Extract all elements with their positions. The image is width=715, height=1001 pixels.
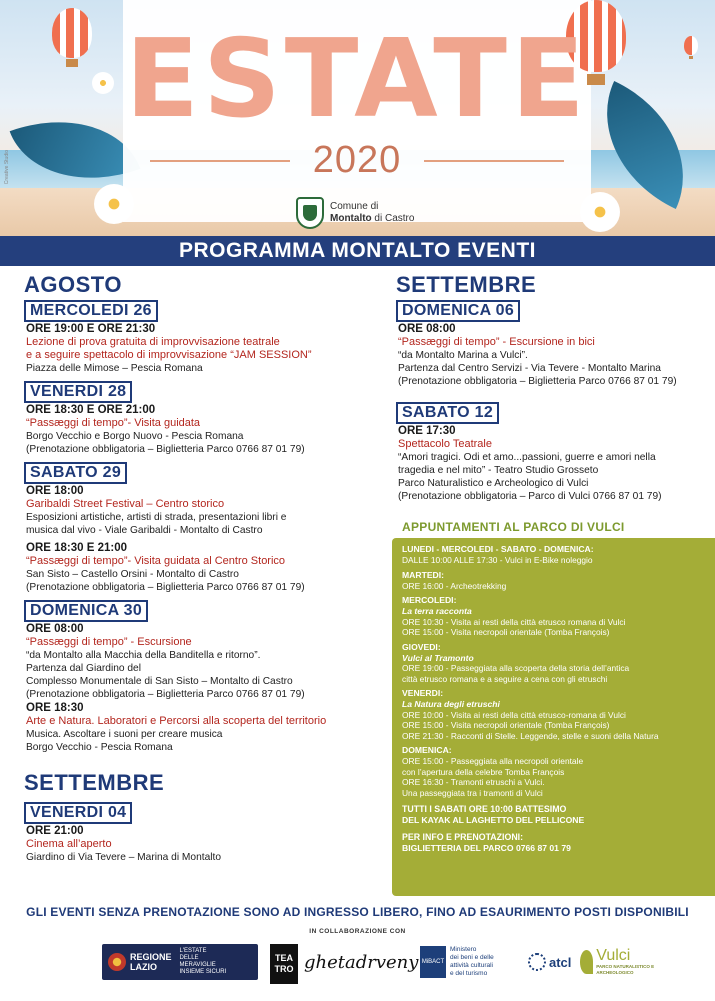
event-sabato-12: ORE 17:30 Spettacolo Teatrale “Amori tragici. Odi et amo...passioni, guerre e amori nella tragedia e nel mito” - Teatro Studio Grosseto Parco Naturalistico e Archeologico di Vulci (Prenotazione obbligatoria – Parco di Vulci 0766 87 01 79)	[398, 425, 662, 502]
vulci-park-logo: Vulci PARCO NATURALISTICO E ARCHEOLOGICO	[580, 944, 660, 980]
event-domenica-30: ORE 08:00 “Passæggi di tempo” - Escursione “da Montalto alla Macchia della Banditella e ritorno”. Partenza dal Giardino del Complesso Monumentale di San Sisto – Montalto di Castro (Prenotazione obbligatoria – Biglietteria Parco 0766 87 01 79) ORE 18:30 Arte e Natura. Laboratori e Percorsi alla scoperta del territorio Musica. Ascoltare i suoni per creare musica Borgo Vecchio - Pescia Romana	[26, 623, 327, 753]
flower-top-icon	[92, 72, 114, 94]
regione-lazio-logo: REGIONE LAZIO L'ESTATE DELLE MERAVIGLIE INSIEME SICURI	[102, 944, 258, 980]
balloon-left-icon	[52, 8, 92, 70]
event-venerdi-28: ORE 18:30 E ORE 21:00 “Passæggi di tempo”- Visita guidata Borgo Vecchio e Borgo Nuovo - Pescia Romana (Prenotazione obbligatoria – Biglietteria Parco 0766 87 01 79)	[26, 404, 305, 455]
month-settembre-left: SETTEMBRE	[24, 770, 165, 795]
event-domenica-06: ORE 08:00 “Passæggi di tempo” - Escursione in bici “da Montalto Marina a Vulci”. Partenza dal Centro Servizi - Via Tevere - Montalto Marina (Prenotazione obbligatoria – Biglietteria Parco 0766 87 01 79)	[398, 323, 677, 387]
year-line-right	[424, 160, 564, 162]
mibact-logo: MiBACT Ministero dei beni e delle attività culturali e del turismo	[421, 946, 494, 977]
day-sabato-29: SABATO 29	[24, 462, 127, 484]
event-venerdi-04: ORE 21:00 Cinema all’aperto Giardino di Via Tevere – Marina di Montalto	[26, 825, 221, 863]
crest-icon	[296, 197, 324, 229]
signature-logo: ghetadrveny	[304, 951, 419, 973]
day-domenica-30: DOMENICA 30	[24, 600, 148, 622]
comune-text: Comune di Montalto di Castro	[330, 201, 415, 224]
month-agosto: AGOSTO	[24, 272, 122, 297]
right-column	[396, 272, 715, 503]
vulci-panel: LUNEDI - MERCOLEDI - SABATO - DOMENICA: DALLE 10:00 ALLE 17:30 - Vulci in E-Bike noleggio MARTEDI: ORE 16:00 - Archeotrekking MERCOLEDI: La terra racconta ORE 10:30 - Visita ai resti della città etrusco romana di Vulci ORE 15:00 - Visita necropoli orientale (Tomba François) GIOVEDI: Vulci al Tramonto ORE 19:00 - Passeggiata alla scoperta della storia dell’antica città etrusco romana e a seguire a cena con gli etruschi VENERDI: La Natura degli etruschi ORE 10:00 - Visita ai resti della città etrusco-romana di Vulci ORE 15:00 - Visita necropoli orientale (Tomba François) ORE 21:30 - Racconti di Stelle. Leggende, stelle e suoni della Natura DOMENICA: ORE 15:00 - Passeggiata alla necropoli orientale con l’apertura della celebre Tomba François ORE 16:30 - Tramonti etruschi a Vulci. Una passeggiata tra i tramonti di Vulci TUTTI I SABATI ORE 10:00 BATTESIMO DEL KAYAK AL LAGHETTO DEL PELLICONE PER INFO E PRENOTAZIONI: BIGLIETTERIA DEL PARCO 0766 87 01 79	[392, 538, 715, 896]
balloon-small-icon	[684, 36, 698, 60]
year-row	[150, 140, 564, 180]
header-artwork	[0, 0, 715, 236]
side-credit: Creative Studio	[4, 150, 10, 185]
day-mercoledi-26: MERCOLEDI 26	[24, 300, 158, 322]
month-settembre-right: SETTEMBRE	[396, 272, 537, 297]
teatro-logo: TEA TRO	[270, 944, 298, 984]
flower-left-icon	[94, 184, 134, 224]
event-mercoledi-26: ORE 19:00 E ORE 21:30 Lezione di prova gratuita di improvvisazione teatrale e a seguire spettacolo di improvvisazione “JAM SESSION” Piazza delle Mimose – Pescia Romana	[26, 323, 312, 374]
programma-banner: PROGRAMMA MONTALTO EVENTI	[0, 236, 715, 266]
day-domenica-06: DOMENICA 06	[396, 300, 520, 322]
collaboration-label: IN COLLABORAZIONE CON	[309, 928, 406, 935]
flower-right-icon	[580, 192, 620, 232]
free-entry-notice: GLI EVENTI SENZA PRENOTAZIONE SONO AD INGRESSO LIBERO, FINO AD ESAURIMENTO POSTI DISPONIBILI	[26, 905, 689, 919]
day-venerdi-04: VENERDI 04	[24, 802, 132, 824]
atcl-logo: atcl	[528, 944, 576, 980]
day-venerdi-28: VENERDI 28	[24, 381, 132, 403]
left-column	[24, 272, 384, 864]
vulci-title: APPUNTAMENTI AL PARCO DI VULCI	[402, 520, 625, 534]
day-sabato-12: SABATO 12	[396, 402, 499, 424]
comune-logo	[296, 196, 414, 230]
regione-emblem-icon	[108, 953, 126, 971]
poster-title: ESTATE	[125, 17, 589, 142]
atcl-ring-icon	[528, 953, 546, 971]
vulci-leaf-icon	[580, 950, 593, 974]
event-sabato-29: ORE 18:00 Garibaldi Street Festival – Centro storico Esposizioni artistiche, artisti di strada, presentazioni libri e musica dal vivo - Viale Garibaldi - Montalto di Castro ORE 18:30 E 21:00 “Passæggi di tempo”- Visita guidata al Centro Storico San Sisto – Castello Orsini - Montalto di Castro (Prenotazione obbligatoria – Biglietteria Parco 0766 87 01 79)	[26, 485, 305, 593]
sponsor-logos	[100, 940, 660, 990]
poster-year: 2020	[312, 139, 402, 181]
